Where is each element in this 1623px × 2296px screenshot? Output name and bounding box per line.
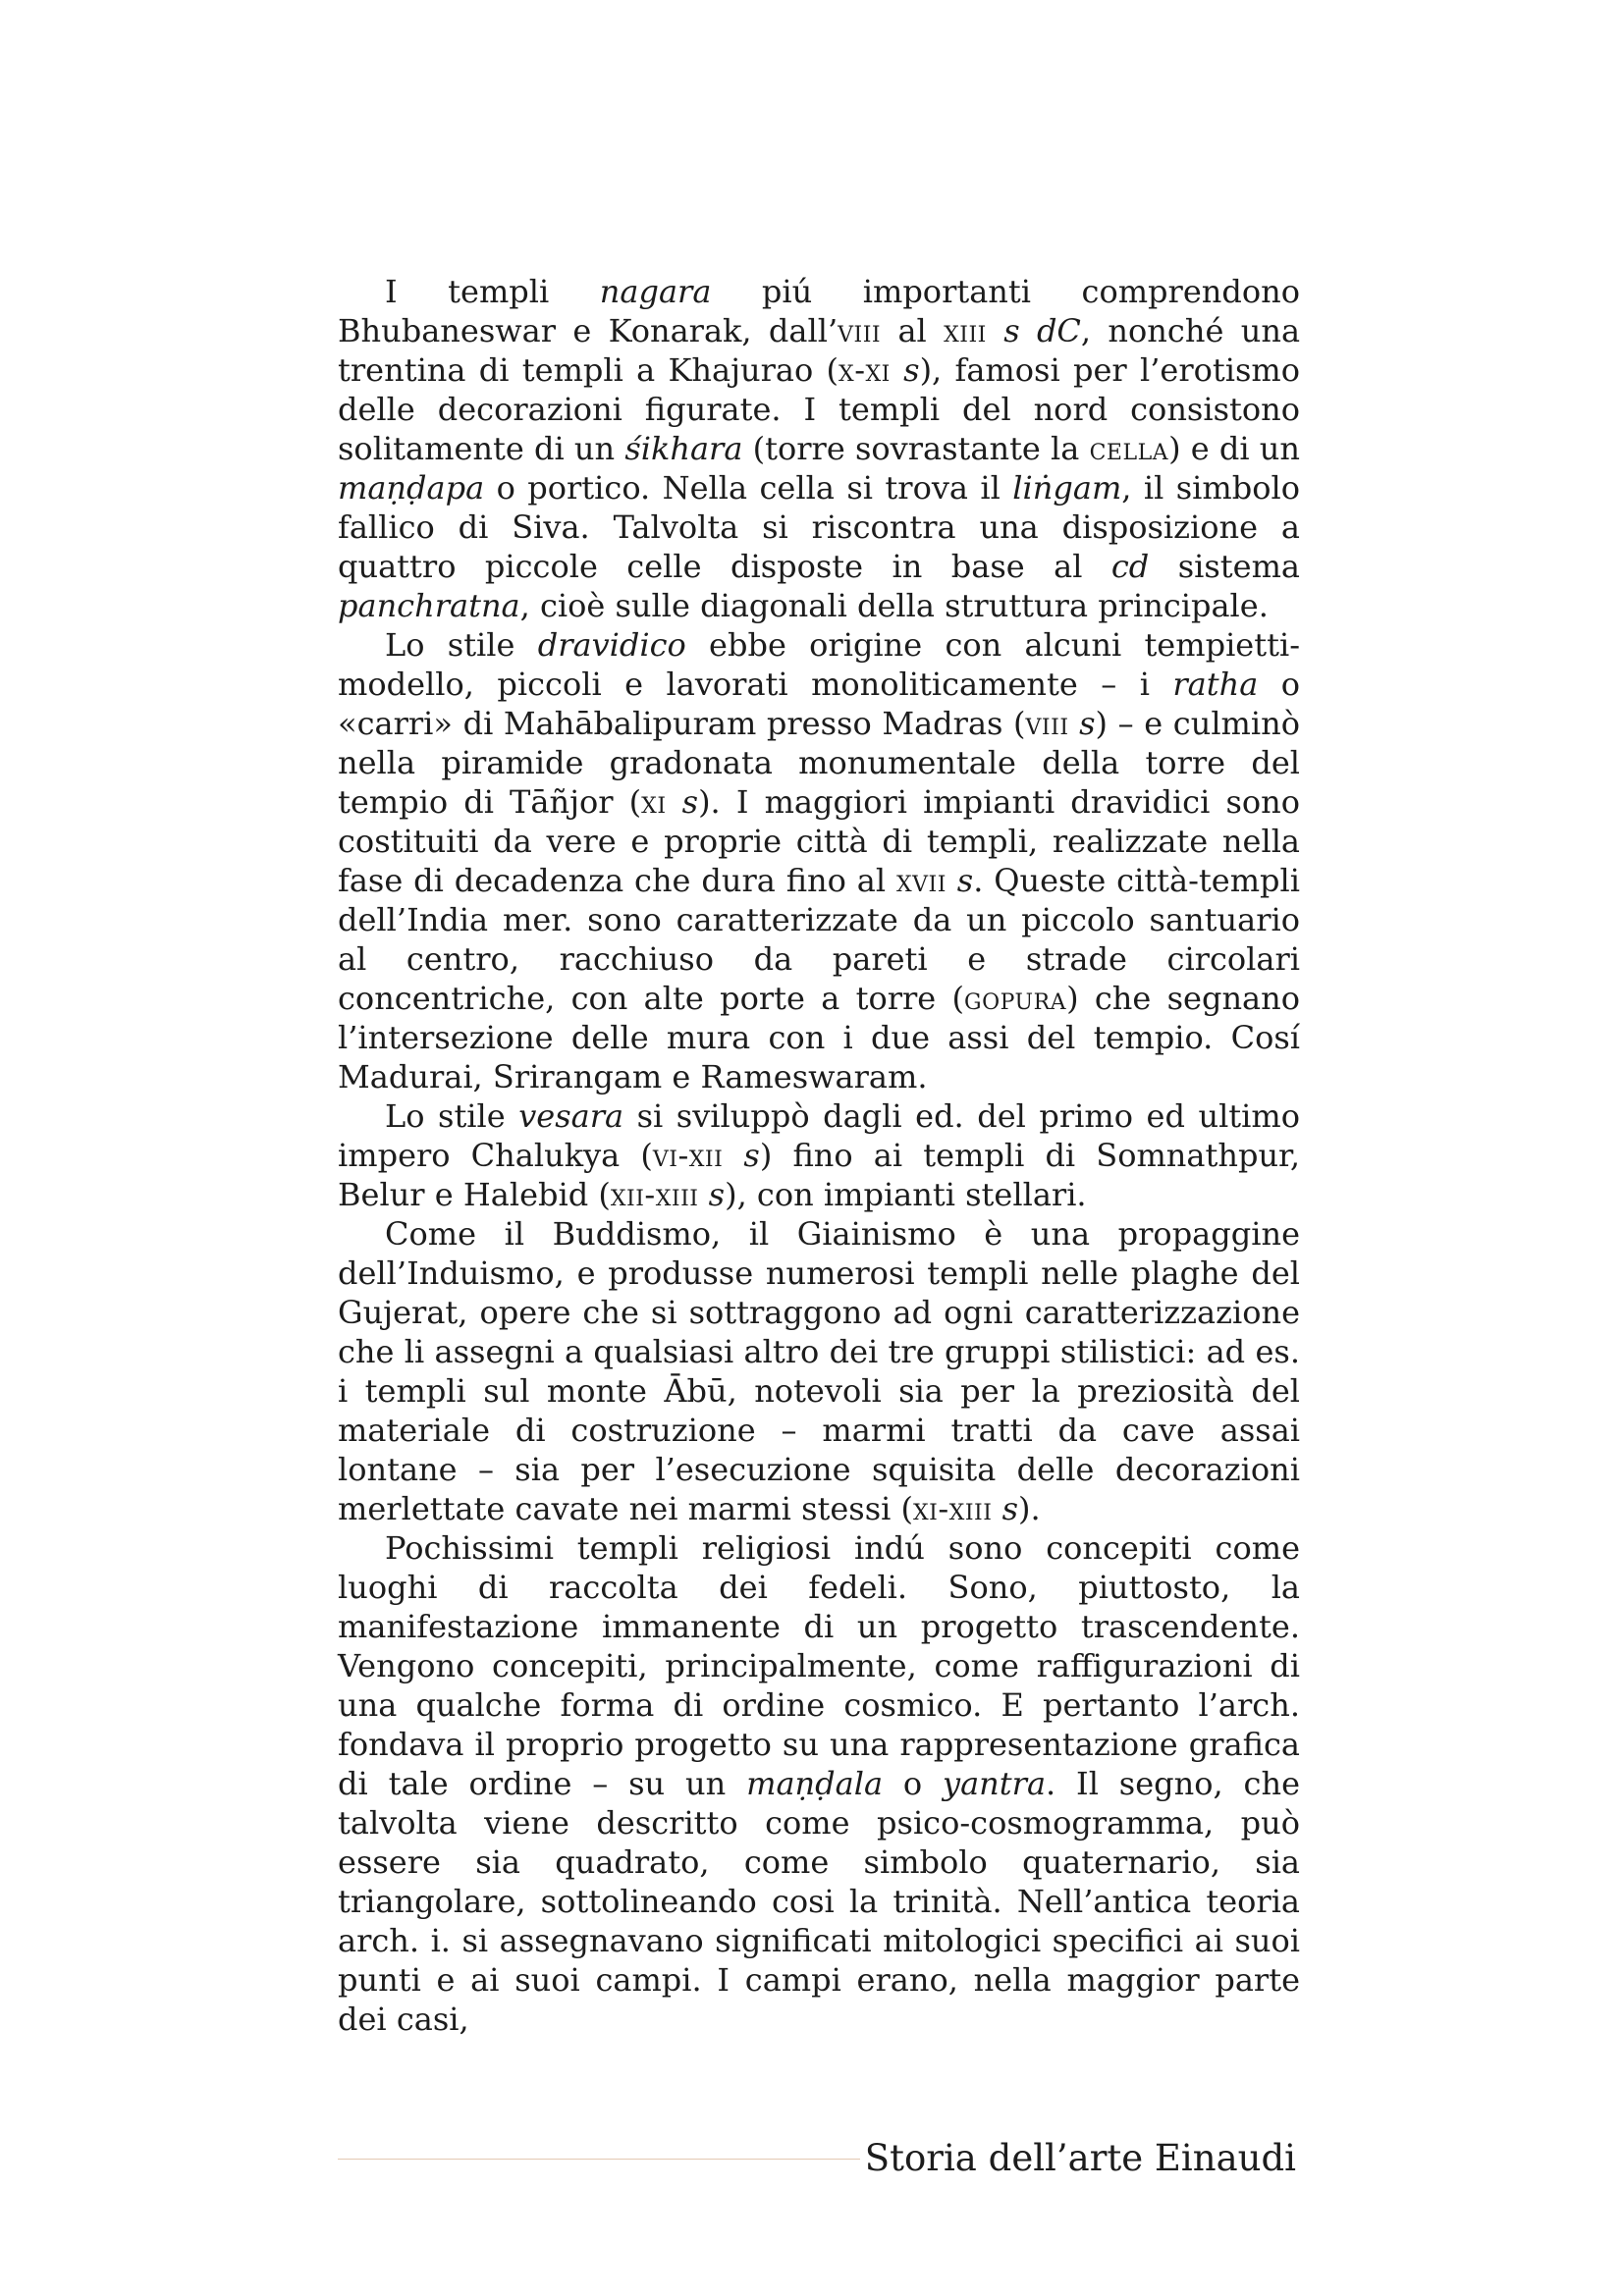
italic-term: s (743, 1137, 760, 1174)
italic-term: dravidico (537, 626, 686, 664)
italic-term: cd (1110, 548, 1150, 585)
italic-term: s (1001, 1490, 1019, 1527)
text-run: ) – e culminò nella piramide gradonata monumentale della torre del tempio di Tāñjor ( (338, 705, 1301, 821)
text-run (667, 783, 682, 821)
text-run (1069, 705, 1080, 742)
text-run: Lo stile (385, 1097, 519, 1135)
italic-term: nagara (599, 273, 712, 310)
text-run: o «carri» di Mahābalipuram presso Madras ( (338, 666, 1301, 742)
italic-term: yantra (943, 1765, 1047, 1802)
text-run: piú importanti comprendono Bhubaneswar e Konarak, dall’ (338, 273, 1301, 349)
text-run: ), famosi per l’erotismo delle decorazioni figurate. I templi del nord consistono solitamente di un (338, 351, 1300, 467)
footer-title: Storia dell’arte Einaudi (864, 2137, 1296, 2179)
paragraph (338, 1528, 1300, 2039)
small-caps-term: xi (641, 783, 667, 821)
italic-term: s (681, 783, 699, 821)
text-run: o portico. Nella cella si trova il (484, 469, 1013, 507)
italic-term: s (708, 1176, 726, 1213)
text-run (891, 351, 903, 389)
small-caps-term: xii-xiii (610, 1176, 699, 1213)
italic-term: s (1079, 705, 1096, 742)
text-run: . Il segno, che talvolta viene descritto come psico-cosmogramma, può essere sia quadrato, come simbolo quaternario, sia triangolare, sottolineando cosi la trinità. Nell’antica teoria arch. i. si assegnavano significati mitologici specifici ai suoi punti e ai suoi campi. I campi erano, nella maggior parte dei casi, (338, 1765, 1301, 2038)
small-caps-term: cella (1089, 430, 1169, 467)
italic-term: śikhara (624, 430, 743, 467)
text-run: sistema (1149, 548, 1301, 585)
small-caps-term: vi-xii (652, 1137, 724, 1174)
paragraph (338, 272, 1300, 625)
text-run: (torre sovrastante la (742, 430, 1090, 467)
text-run: , nonché una trentina di templi a Khajurao ( (338, 312, 1301, 389)
text-run: ebbe origine con alcuni tempietti-modello, piccoli e lavorati monoliticamente – i (338, 626, 1301, 703)
paragraph (338, 625, 1300, 1096)
footer-rule (338, 2159, 860, 2160)
text-run: al (881, 312, 945, 349)
italic-term: liṅgam (1012, 469, 1122, 507)
text-run (698, 1176, 708, 1213)
text-run: Pochissimi templi religiosi indú sono concepiti come luoghi di raccolta dei fedeli. Sono, piuttosto, la manifestazione immanente di un progetto trascendente. Vengono concepiti, principalmente, come raffigurazioni di una qualche forma di ordine cosmico. E pertanto l’arch. fondava il proprio progetto su una rappresentazione grafica di tale ordine – su un (338, 1529, 1300, 1802)
italic-term: maṇḍapa (338, 469, 485, 507)
small-caps-term: xvii (895, 862, 947, 899)
paragraph (338, 1096, 1300, 1214)
text-run (992, 1490, 1001, 1527)
text-run: ) che segnano l’intersezione delle mura con i due assi del tempio. Cosí Madurai, Srirangam e Rameswaram. (338, 980, 1301, 1095)
small-caps-term: xi-xiii (913, 1490, 993, 1527)
text-run: si sviluppò dagli ed. del primo ed ultimo impero Chalukya ( (338, 1097, 1300, 1174)
small-caps-term: gopura (964, 980, 1067, 1017)
text-run: o (883, 1765, 944, 1802)
text-run (723, 1137, 743, 1174)
text-run: ). I maggiori impianti dravidici sono costituiti da vere e proprie città di templi, realizzate nella fase di decadenza che dura fino al (338, 783, 1301, 899)
italic-term: panchratna (338, 587, 520, 624)
small-caps-term: viii (1025, 705, 1069, 742)
italic-term: s (903, 351, 920, 389)
text-run: ) e di un (1168, 430, 1301, 467)
text-run (987, 312, 1003, 349)
text-run (947, 862, 957, 899)
small-caps-term: xiii (944, 312, 987, 349)
italic-term: ratha (1172, 666, 1259, 703)
text-run: ), con impianti stellari. (725, 1176, 1087, 1213)
italic-term: s (956, 862, 974, 899)
italic-term: maṇḍala (746, 1765, 884, 1802)
small-caps-term: x-xi (839, 351, 891, 389)
italic-term: s dC (1003, 312, 1081, 349)
text-run: , cioè sulle diagonali della struttura principale. (519, 587, 1269, 624)
text-run: , il simbolo fallico di Siva. Talvolta si riscontra una disposizione a quattro piccole celle disposte in base al (338, 469, 1301, 585)
text-run: Come il Buddismo, il Giainismo è una propaggine dell’Induismo, e produsse numerosi templi nelle plaghe del Gujerat, opere che si sottraggono ad ogni caratterizzazione che li assegni a qualsiasi altro dei tre gruppi stilistici: ad es. i templi sul monte Ābū, notevoli sia per la preziosità del materiale di costruzione – marmi tratti da cave assai lontane – sia per l’esecuzione squisita delle decorazioni merlettate cavate nei marmi stessi ( (338, 1215, 1300, 1527)
text-run: ) fino ai templi di Somnathpur, Belur e Halebid ( (338, 1137, 1301, 1213)
text-run: Lo stile (385, 626, 538, 664)
text-run: ). (1018, 1490, 1041, 1527)
article-body (338, 272, 1300, 2039)
text-run: . Queste città-templi dell’India mer. sono caratterizzate da un piccolo santuario al centro, racchiuso da pareti e strade circolari concentriche, con alte porte a torre ( (338, 862, 1300, 1017)
small-caps-term: viii (838, 312, 882, 349)
italic-term: vesara (518, 1097, 624, 1135)
paragraph (338, 1214, 1300, 1528)
text-run: I templi (385, 273, 600, 310)
